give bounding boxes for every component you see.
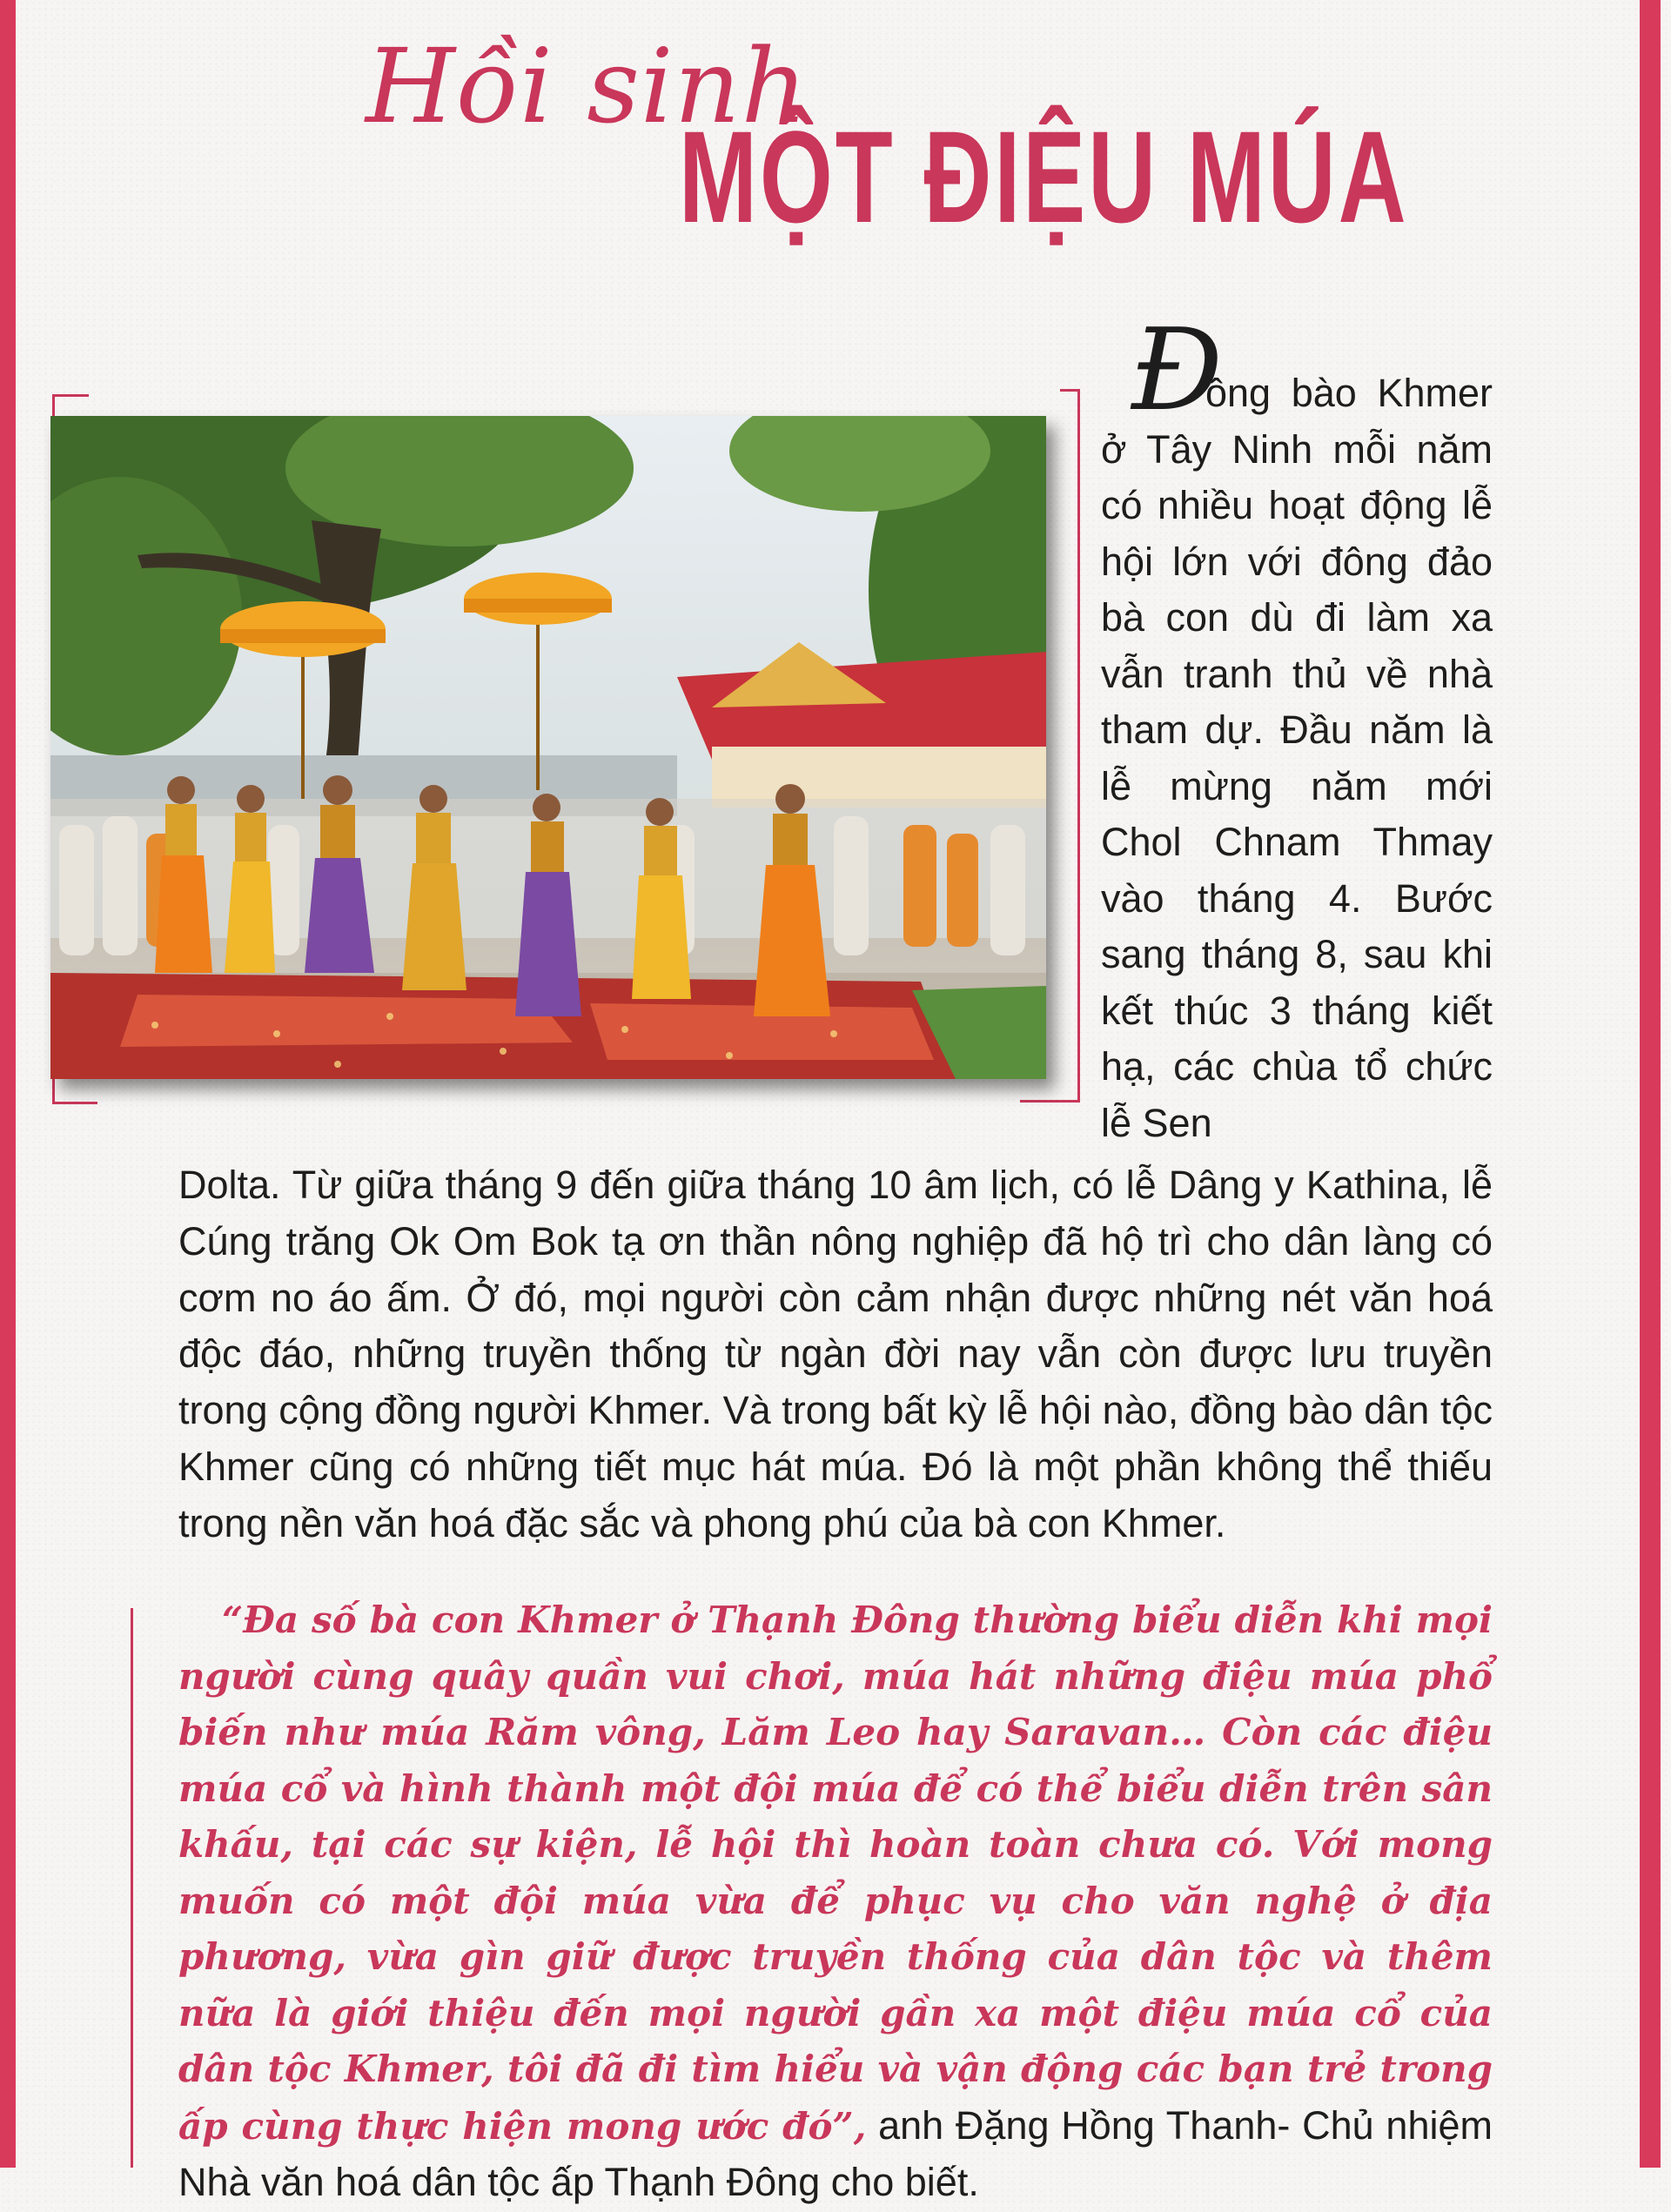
article-lead — [1101, 365, 1493, 1151]
photo-frame-corner — [52, 394, 89, 397]
quote-text: “Đa số bà con Khmer ở Thạnh Đông thường biểu diễn khi mọi người cùng quây quần vui chơi, múa hát những điệu múa phổ biến như múa Răm vông, Lăm Leo hay Saravan… Còn các điệu múa cổ và hình thành một đội múa để có thể biểu diễn trên sân khấu, tại các sự kiện, lễ hội thì hoàn toàn chưa có. Với mong muốn có một đội múa vừa để phục vụ cho văn nghệ ở địa phương, vừa gìn giữ được truyền thống của dân tộc và thêm nữa là giới thiệu đến mọi người gần xa một điệu múa cổ của dân tộc Khmer, tôi đã đi tìm hiểu và vận động các bạn trẻ trong ấp cùng thực hiện mong ước đó”, — [178, 1599, 1493, 2148]
right-accent-bar — [1640, 0, 1661, 2168]
title-script: Hồi sinh — [366, 26, 809, 146]
quote-accent-line — [131, 1608, 133, 2168]
photo-frame-line — [1077, 389, 1080, 1103]
photo-frame-corner — [52, 1102, 97, 1104]
quote-paragraph — [178, 1592, 1493, 2212]
article-body: Dolta. Từ giữa tháng 9 đến giữa tháng 10 âm lịch, có lễ Dâng y Kathina, lễ Cúng trăng Ok Om Bok tạ ơn thần nông nghiệp đã hộ trì cho dân làng có cơm no áo ấm. Ở đó, mọi người còn cảm nhận được những nét văn hoá độc đáo, những truyền thống từ ngàn đời nay vẫn còn được lưu truyền trong cộng đồng người Khmer. Và trong bất kỳ lễ hội nào, đồng bào dân tộc Khmer cũng có những tiết mục hát múa. Đó là một phần không thể thiếu trong nền văn hoá đặc sắc và phong phú của bà con Khmer. — [178, 1163, 1493, 1545]
article-lead-text: ồng bào Khmer ở Tây Ninh mỗi năm có nhiều hoạt động lễ hội lớn với đông đảo bà con dù đi làm xa vẫn tranh thủ về nhà tham dự. Đầu năm là lễ mừng năm mới Chol Chnam Thmay vào tháng 4. Bước sang tháng 8, sau khi kết thúc 3 tháng kiết hạ, các chùa tổ chức lễ Sen — [1101, 371, 1493, 1145]
dance-photo — [50, 416, 1046, 1079]
left-accent-bar — [0, 0, 16, 2168]
photo-frame-corner — [1060, 389, 1080, 392]
page-title: MỘT ĐIỆU MÚA — [679, 104, 1409, 250]
quote-attribution: anh Đặng Hồng Thanh- Chủ nhiệm Nhà văn hoá dân tộc ấp Thạnh Đông cho biết. — [178, 2102, 1493, 2204]
photo-frame-corner — [1020, 1100, 1080, 1103]
drop-cap: Đ — [1131, 304, 1223, 436]
